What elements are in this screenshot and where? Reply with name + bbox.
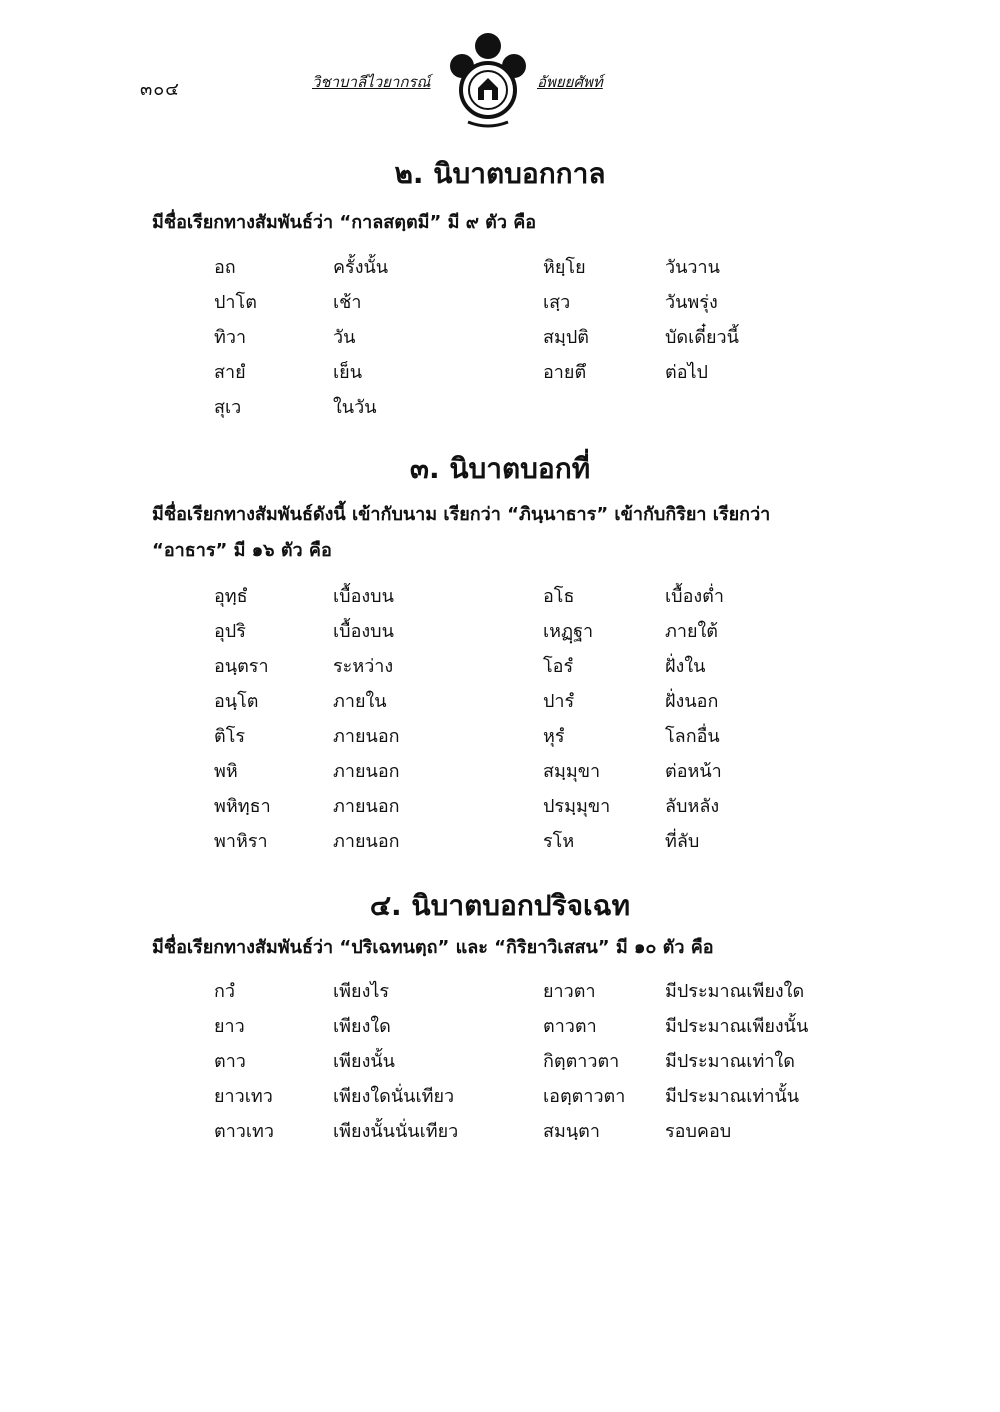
running-header-left: วิชาบาลีไวยากรณ์ — [312, 73, 431, 91]
thai-meaning: มีประมาณเพียงใด — [665, 981, 805, 1002]
pali-word: กวํ — [214, 981, 236, 1002]
table-row — [0, 287, 1000, 317]
pali-word: ติโร — [214, 726, 246, 747]
table-row — [0, 976, 1000, 1006]
thai-meaning: ในวัน — [333, 397, 377, 418]
section-intro-time: มีชื่อเรียกทางสัมพันธ์ว่า “กาลสตฺตมี” มี ๙ ตัว คือ — [152, 212, 537, 233]
thai-meaning: ฝั่งใน — [665, 656, 706, 677]
pali-word: พาหิรา — [214, 831, 268, 852]
table-row — [0, 756, 1000, 786]
thai-meaning: ภายใต้ — [665, 621, 718, 642]
table-row — [0, 1011, 1000, 1041]
thai-meaning: เช้า — [333, 292, 362, 313]
thai-meaning: โลกอื่น — [665, 726, 720, 747]
thai-meaning: ลับหลัง — [665, 796, 720, 817]
pali-word: อถ — [214, 257, 236, 278]
pali-word: ปาโต — [214, 292, 257, 313]
pali-word: สมฺมุขา — [543, 761, 601, 782]
pali-word: อายตึ — [543, 362, 587, 383]
table-row — [0, 826, 1000, 856]
section-intro-measure: มีชื่อเรียกทางสัมพันธ์ว่า “ปริเฉทนตฺถ” และ “กิริยาวิเสสน” มี ๑๐ ตัว คือ — [152, 937, 714, 958]
table-row — [0, 581, 1000, 611]
thai-meaning: ระหว่าง — [333, 656, 394, 677]
thai-meaning: เพียงนั้นนั่นเทียว — [333, 1121, 459, 1142]
table-row — [0, 357, 1000, 387]
thai-meaning: วันวาน — [665, 257, 720, 278]
section-title-measure: ๔. นิบาตบอกปริจเฉท — [369, 889, 631, 922]
thai-meaning: ต่อหน้า — [665, 761, 722, 782]
pali-word: ตาวเทว — [214, 1121, 275, 1142]
pali-word: เหฏฺฐา — [543, 621, 594, 642]
pali-word: รโห — [543, 831, 575, 852]
page-number: ๓๐๔ — [140, 79, 180, 100]
section-intro-place: มีชื่อเรียกทางสัมพันธ์ดังนี้ เข้ากับนาม เรียกว่า “ภินฺนาธาร” เข้ากับกิริยา เรียกว่า “อาธาร” มี ๑๖ ตัว คือ — [152, 504, 771, 561]
monastic-seal-icon — [440, 28, 536, 132]
thai-meaning: ภายนอก — [333, 796, 400, 817]
thai-meaning: เบื้องบน — [333, 621, 394, 642]
table-row — [0, 322, 1000, 352]
thai-meaning: ภายนอก — [333, 831, 400, 852]
table-row — [0, 616, 1000, 646]
thai-meaning: มีประมาณเท่าใด — [665, 1051, 795, 1072]
thai-meaning: มีประมาณเท่านั้น — [665, 1086, 800, 1107]
pali-word: อโธ — [543, 586, 575, 607]
pali-word: หุรํ — [543, 726, 565, 747]
pali-word: ตาวตา — [543, 1016, 597, 1037]
pali-word: พหิ — [214, 761, 238, 782]
thai-meaning: วันพรุ่ง — [665, 292, 718, 313]
thai-meaning: ภายนอก — [333, 761, 400, 782]
thai-meaning: เย็น — [333, 362, 363, 383]
thai-meaning: ฝั่งนอก — [665, 691, 719, 712]
pali-word: สายํ — [214, 362, 246, 383]
pali-word: ยาว — [214, 1016, 245, 1037]
table-row — [0, 651, 1000, 681]
pali-word: เอตฺตาวตา — [543, 1086, 626, 1107]
pali-word: กิตฺตาวตา — [543, 1051, 620, 1072]
thai-meaning: เพียงใดนั่นเทียว — [333, 1086, 455, 1107]
thai-meaning: วัน — [333, 327, 356, 348]
pali-word: พหิทฺธา — [214, 796, 271, 817]
table-row — [0, 1081, 1000, 1111]
pali-word: เสฺว — [543, 292, 571, 313]
pali-word: สุเว — [214, 397, 242, 418]
thai-meaning: เพียงนั้น — [333, 1051, 395, 1072]
section-title-time: ๒. นิบาตบอกกาล — [394, 157, 606, 190]
thai-meaning: ครั้งนั้น — [333, 257, 389, 278]
pali-word: หิยฺโย — [543, 257, 586, 278]
pali-word: ปรมฺมุขา — [543, 796, 611, 817]
pali-word: ยาวตา — [543, 981, 596, 1002]
table-row — [0, 686, 1000, 716]
thai-meaning: เพียงใด — [333, 1016, 391, 1037]
thai-meaning: เพียงไร — [333, 981, 390, 1002]
pali-word: สมฺปติ — [543, 327, 589, 348]
thai-meaning: รอบคอบ — [665, 1121, 732, 1142]
pali-word: อนฺโต — [214, 691, 259, 712]
pali-word: ปารํ — [543, 691, 575, 712]
pali-word: ยาวเทว — [214, 1086, 273, 1107]
pali-word: อนฺตรา — [214, 656, 269, 677]
pali-word: ทิวา — [214, 327, 247, 348]
table-row — [0, 791, 1000, 821]
thai-meaning: ภายนอก — [333, 726, 400, 747]
pali-word: อุทฺธํ — [214, 586, 248, 607]
thai-meaning: เบื้องต่ำ — [665, 586, 724, 607]
table-row — [0, 392, 1000, 422]
thai-meaning: เบื้องบน — [333, 586, 394, 607]
table-row — [0, 1046, 1000, 1076]
running-header-right: อัพยยศัพท์ — [537, 73, 603, 91]
thai-meaning: มีประมาณเพียงนั้น — [665, 1016, 809, 1037]
table-row — [0, 1116, 1000, 1146]
table-row — [0, 721, 1000, 751]
thai-meaning: ภายใน — [333, 691, 387, 712]
pali-word: อุปริ — [214, 621, 246, 642]
pali-word: ตาว — [214, 1051, 246, 1072]
table-row — [0, 252, 1000, 282]
section-title-place: ๓. นิบาตบอกที่ — [409, 452, 591, 485]
thai-meaning: ต่อไป — [665, 362, 708, 383]
pali-word: โอรํ — [543, 656, 574, 677]
thai-meaning: ที่ลับ — [665, 831, 700, 852]
thai-meaning: บัดเดี๋ยวนี้ — [665, 327, 739, 348]
pali-word: สมนฺตา — [543, 1121, 600, 1142]
